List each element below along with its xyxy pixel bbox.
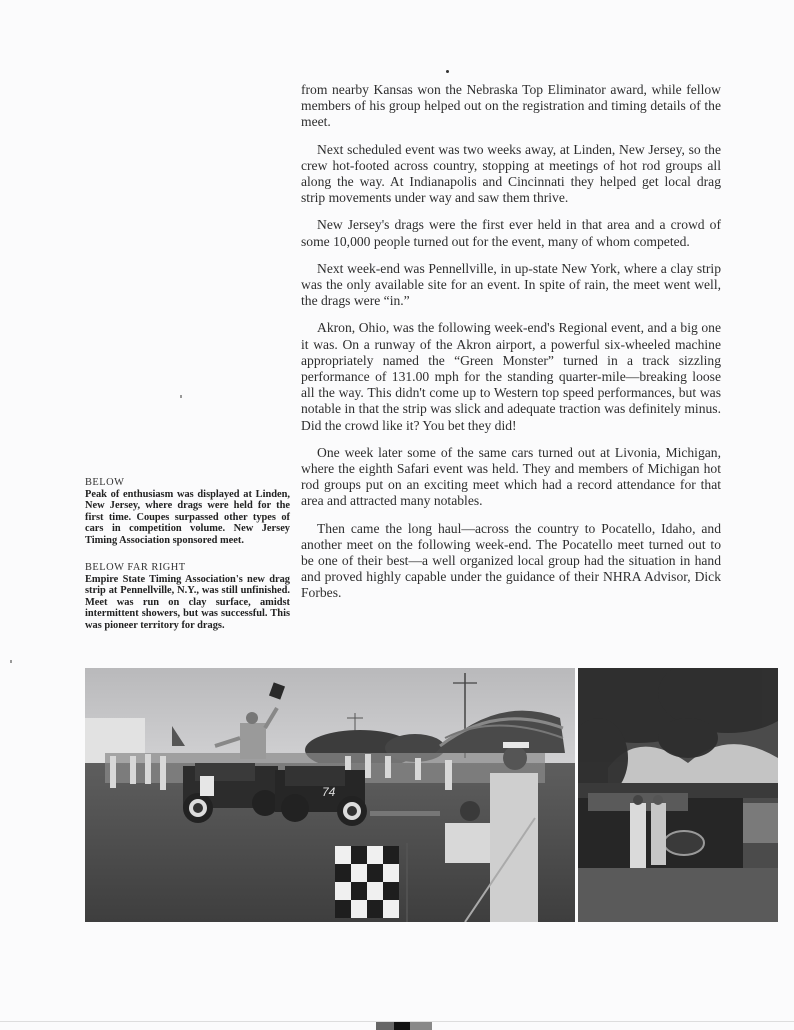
article-paragraph: Then came the long haul—across the country to Pocatello, Idaho, and another meet on the following week-end. The Pocatello meet turned out to be one of their best—a well organized local group had the situation in hand and proved highly capable under the guidance of their NHRA Advisor, Dick Forbes. — [301, 520, 721, 601]
photo-linden-illustration — [85, 668, 575, 922]
article-body — [301, 82, 721, 613]
article-paragraph: One week later some of the same cars turned out at Livonia, Michigan, where the eighth Safari event was held. They and members of Michigan hot rod groups put on an exciting meet which had a record attendance for that area and attracted many notables. — [301, 444, 721, 509]
margin-mark — [180, 395, 182, 398]
margin-mark — [10, 660, 12, 663]
caption-text: Peak of enthusiasm was displayed at Linden, New Jersey, where drags were held for the first time. Coupes surpassed other types of cars in competition volume. New Jersey Timing Association sponsored meet. — [85, 488, 290, 546]
article-paragraph: Next week-end was Pennellville, in up-state New York, where a clay strip was the only available site for an event. In spite of rain, the meet went well, the drags were “in.” — [301, 260, 721, 309]
car-number: 74 — [322, 785, 336, 799]
photo-pennellville-strip — [578, 668, 778, 922]
page-dot — [446, 70, 449, 73]
article-paragraph: Akron, Ohio, was the following week-end's Regional event, and a big one it was. On a runway of the Akron airport, a powerful six-wheeled machine appropriately named the “Green Monster” turned in a track sizzling performance of 131.00 mph for the standing quarter-mile—breaking loose all the way. This didn't come up to Western top speed performances, but was notable in that the strip was slick and adequate traction was definitely minus. Did the crowd like it? You bet they did! — [301, 320, 721, 433]
binding-mark — [394, 1022, 410, 1030]
caption-below — [85, 477, 290, 547]
caption-heading: BELOW — [85, 477, 125, 488]
photo-linden-drag-start — [85, 668, 575, 922]
binding-mark — [410, 1022, 432, 1030]
article-paragraph: from nearby Kansas won the Nebraska Top Eliminator award, while fellow members of his group helped out on the registration and timing details of the meet. — [301, 82, 721, 130]
article-paragraph: Next scheduled event was two weeks away, at Linden, New Jersey, so the crew hot-footed across country, stopping at meetings of hot rod groups all along the way. At Indianapolis and Cincinnati they helped get local drag strip movements under way and saw them thrive. — [301, 141, 721, 206]
article-paragraph: New Jersey's drags were the first ever held in that area and a crowd of some 10,000 people turned out for the event, many of whom competed. — [301, 217, 721, 249]
caption-heading: BELOW FAR RIGHT — [85, 562, 186, 573]
caption-text: Empire State Timing Association's new drag strip at Pennellville, N.Y., was still unfinished. Meet was run on clay surface, amidst intermittent showers, but was successful. This was pioneer territory for drags. — [85, 573, 290, 631]
caption-below-far-right — [85, 562, 290, 632]
checkered-flag — [335, 843, 407, 922]
binding-mark — [376, 1022, 394, 1030]
photo-pennellville-illustration — [578, 668, 778, 922]
